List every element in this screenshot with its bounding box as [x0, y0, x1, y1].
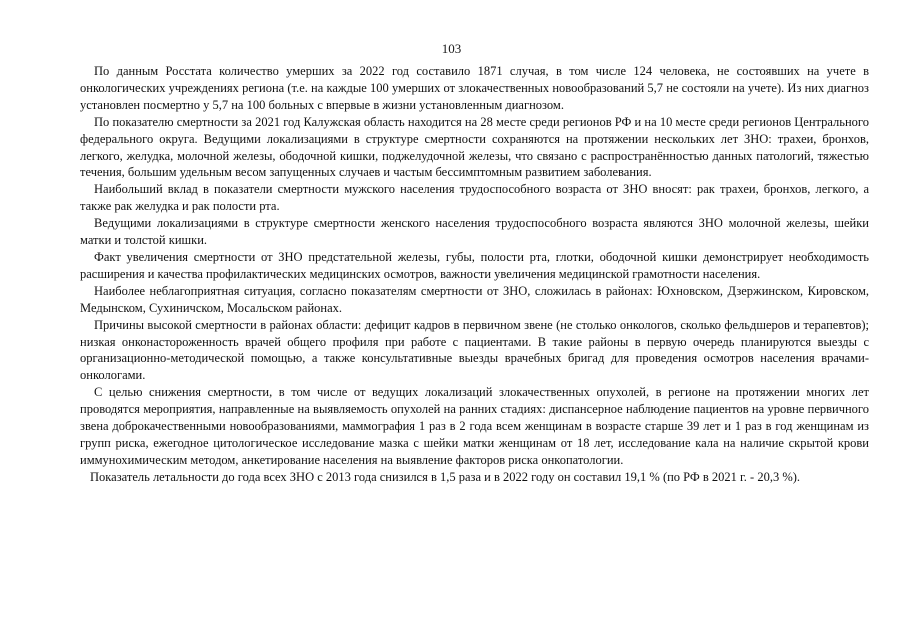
- paragraph-male-mortality: Наибольший вклад в показатели смертности мужского населения трудоспособного возраста от ЗНО вносят: рак трахеи, бронхов, легкого, а также рак желудка и рак полости рта.: [80, 182, 869, 214]
- paragraph-female-mortality: Ведущими локализациями в структуре смертности женского населения трудоспособного возраста являются ЗНО молочной железы, шейки матки и толстой кишки.: [80, 216, 869, 248]
- paragraph-unfavorable-districts: Наиболее неблагоприятная ситуация, согласно показателям смертности от ЗНО, сложилась в районах: Юхновском, Дзержинском, Кировском, Медынском, Сухиничском, Мосальском районах.: [80, 283, 869, 315]
- paragraph-mortality-increase: Факт увеличения смертности от ЗНО предстательной железы, губы, полости рта, глотки, ободочной кишки демонстрирует необходимость расширения и качества профилактических медицинских осмотров, важности увеличения медицинской грамотности населения.: [80, 249, 869, 281]
- document-body: [80, 63, 869, 486]
- paragraph-mortality-ranking: По показателю смертности за 2021 год Калужская область находится на 28 месте среди регионов РФ и на 10 месте среди регионов Центрального федерального округа. Ведущими локализациями в структуре смертности сохраняются на протяжении нескольких лет ЗНО: трахеи, бронхов, легкого, желудка, молочной железы, ободочной кишки, поджелудочной железы, что связано с распространённостью данных патологий, тяжестью течения, большим удельным весом запущенных случаев и частым бессимптомным развитием заболевания.: [80, 114, 869, 180]
- paragraph-deaths-2022: По данным Росстата количество умерших за 2022 год составило 1871 случая, в том числе 124 человека, не состоявших на учете в онкологических учреждениях региона (т.е. на каждые 100 умерших от злокачественных новообразований 5,7 не состояли на учете). Из них диагноз установлен посмертно у 5,7 на 100 больных с впервые в жизни установленным диагнозом.: [80, 64, 869, 112]
- paragraph-mortality-causes: Причины высокой смертности в районах области: дефицит кадров в первичном звене (не столько онкологов, сколько фельдшеров и терапевтов); низкая онконастороженность врачей общего профиля при работе с пациентами. В такие районы в первую очередь планируются выезды с организационно-методической помощью, а также консультативные выезды врачебных бригад для проведения осмотров населения врачами-онкологами.: [80, 317, 869, 383]
- page-number: 103: [441, 41, 462, 56]
- paragraph-lethality-rate: Показатель летальности до года всех ЗНО с 2013 года снизился в 1,5 раза и в 2022 году он составил 19,1 % (по РФ в 2021 г. - 20,3 %).: [90, 469, 801, 484]
- paragraph-reduction-measures: С целью снижения смертности, в том числе от ведущих локализаций злокачественных опухолей, в регионе на протяжении многих лет проводятся мероприятия, направленные на выявляемость опухолей на ранних стадиях: диспансерное наблюдение пациентов на уровне первичного звена доброкачественными новообразованиями, маммография 1 раз в 2 года всем женщинам в возрасте старше 39 лет и 1 раз в год женщинам из групп риска, ежегодное цитологическое исследование мазка с шейки матки женщинам от 18 лет, исследование кала на наличие скрытой крови иммунохимическим методом, анкетирование населения на выявление факторов риска онкопатологии.: [80, 385, 869, 467]
